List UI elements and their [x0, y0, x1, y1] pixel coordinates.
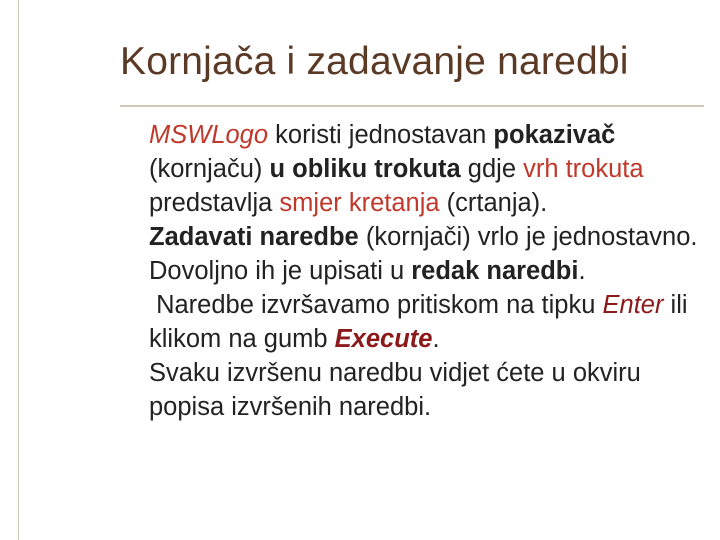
- text-segment: (crtanja).: [439, 189, 548, 217]
- bullet-item: [128, 220, 706, 288]
- text-segment: Svaku izvršenu naredbu vidjet ćete u okviru popisa izvršenih naredbi.: [149, 359, 641, 421]
- text-segment: smjer kretanja: [279, 189, 440, 217]
- text-segment: Naredbe izvršavamo pritiskom na tipku: [149, 291, 603, 319]
- text-segment: Enter: [602, 291, 664, 319]
- title-underline: [120, 105, 704, 107]
- text-segment: Execute: [334, 325, 433, 353]
- slide-body: [128, 118, 706, 424]
- text-segment: gdje: [460, 155, 524, 183]
- text-segment: .: [578, 257, 586, 285]
- text-segment: redak naredbi: [411, 257, 579, 285]
- text-segment: vrh trokuta: [523, 155, 644, 183]
- text-segment: koristi jednostavan: [268, 121, 494, 149]
- text-segment: pokazivač: [493, 121, 616, 149]
- text-segment: ili klikom na gumb: [149, 291, 688, 353]
- text-segment: u obliku trokuta: [269, 155, 461, 183]
- left-decorative-line: [18, 0, 19, 540]
- text-segment: (kornjaču): [149, 155, 270, 183]
- text-segment: (kornjači) vrlo je jednostavno. Dovoljno ih je upisati u: [149, 223, 698, 285]
- text-segment: predstavlja: [149, 189, 280, 217]
- text-segment: Zadavati naredbe: [149, 223, 359, 251]
- bullet-item: [128, 356, 706, 424]
- bullet-item: [128, 118, 706, 220]
- text-segment: .: [432, 325, 440, 353]
- slide-title: Kornjača i zadavanje naredbi: [120, 40, 629, 83]
- bullet-item: [128, 288, 706, 356]
- text-segment: MSWLogo: [149, 121, 269, 149]
